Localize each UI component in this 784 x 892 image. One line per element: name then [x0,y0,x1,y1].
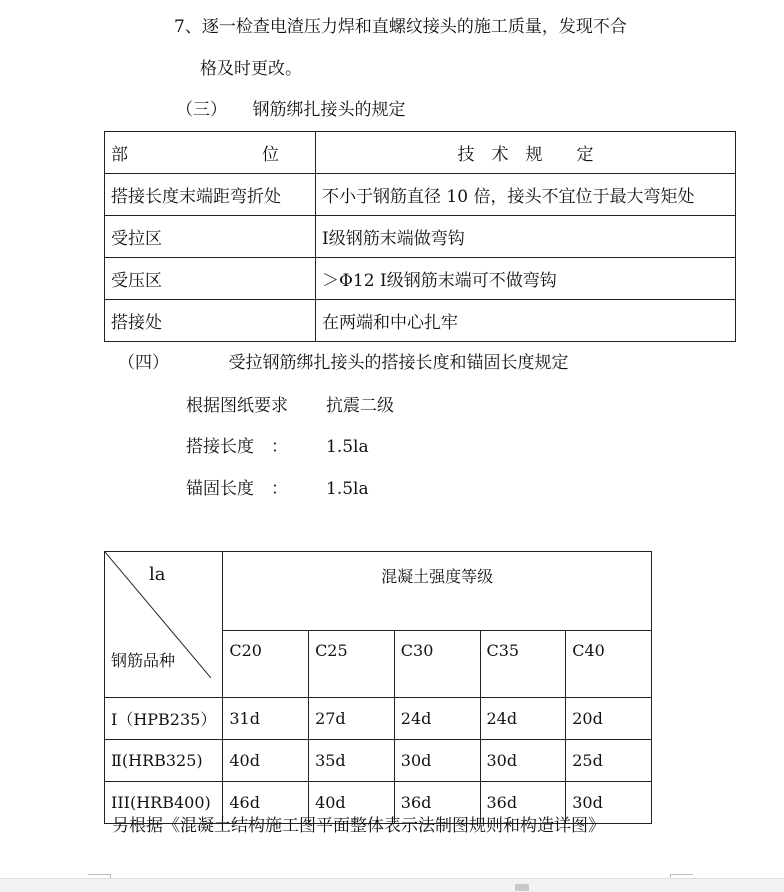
value-cell: 25d [566,740,652,782]
binding-rules-table [104,131,736,342]
value-cell: 27d [309,698,395,740]
table-row [105,740,652,782]
value-cell: 20d [566,698,652,740]
value-cell: 31d [223,698,309,740]
value-cell: 36d [480,782,566,824]
scrollbar-thumb[interactable] [515,884,529,891]
value-cell: 24d [480,698,566,740]
value-cell: 30d [566,782,652,824]
anchor-length-label: 锚固长度 ： [186,479,288,499]
steel-kind-cell: III(HRB400) [105,782,223,824]
requirement-label: 根据图纸要求 [186,396,288,416]
value-cell: 36d [394,782,480,824]
grade-cell: C20 [223,631,309,698]
anchorage-length-table [104,551,652,824]
anchor-length-value: 1.5la [326,479,369,499]
horizontal-scrollbar[interactable] [0,878,784,892]
table-header-row [105,132,736,174]
header-part-b: 位 [262,145,279,165]
corner-header-cell [105,552,223,698]
row-spec: 在两端和中心扎牢 [316,300,736,342]
row-part: 搭接处 [105,300,316,342]
value-cell: 46d [223,782,309,824]
table-row [105,258,736,300]
grade-header: 混凝土强度等级 [223,552,652,631]
footer-paragraph: 另根据《混凝土结构施工图平面整体表示法制图规则和构造详图》 [112,816,605,836]
row-spec: Ⅰ级钢筋末端做弯钩 [316,216,736,258]
table-row [105,300,736,342]
section-heading-4: （四） 受拉钢筋绑扎接头的搭接长度和锚固长度规定 [118,353,569,373]
paragraph-item-7-line1: 7、逐一检查电渣压力焊和直螺纹接头的施工质量，发现不合 [174,17,627,37]
value-cell: 24d [394,698,480,740]
header-part [105,132,316,174]
table-row [105,174,736,216]
steel-kind-cell: Ⅰ（HPB235） [105,698,223,740]
corner-top-label: la [149,564,166,585]
table-header-row [105,552,652,631]
steel-kind-cell: Ⅱ(HRB325) [105,740,223,782]
row-spec: 不小于钢筋直径 10 倍，接头不宜位于最大弯矩处 [316,174,736,216]
row-part: 受拉区 [105,216,316,258]
row-part: 受压区 [105,258,316,300]
grade-cell: C25 [309,631,395,698]
value-cell: 40d [223,740,309,782]
header-part-a: 部 [111,145,128,165]
value-cell: 30d [480,740,566,782]
grade-cell: C40 [566,631,652,698]
row-spec: ＞Φ12 Ⅰ级钢筋末端可不做弯钩 [316,258,736,300]
header-spec: 技 术 规 定 [316,132,736,174]
lap-length-value: 1.5la [326,437,369,457]
value-cell: 40d [309,782,395,824]
corner-bottom-label: 钢筋品种 [111,651,176,670]
table-row [105,698,652,740]
value-cell: 35d [309,740,395,782]
grade-cell: C35 [480,631,566,698]
lap-length-label: 搭接长度 ： [186,437,288,457]
section-heading-3: （三） 钢筋绑扎接头的规定 [176,100,406,120]
requirement-value: 抗震二级 [326,396,394,416]
row-part: 搭接长度末端距弯折处 [105,174,316,216]
paragraph-item-7-line2: 格及时更改。 [200,59,302,79]
value-cell: 30d [394,740,480,782]
grade-cell: C30 [394,631,480,698]
table-row [105,216,736,258]
